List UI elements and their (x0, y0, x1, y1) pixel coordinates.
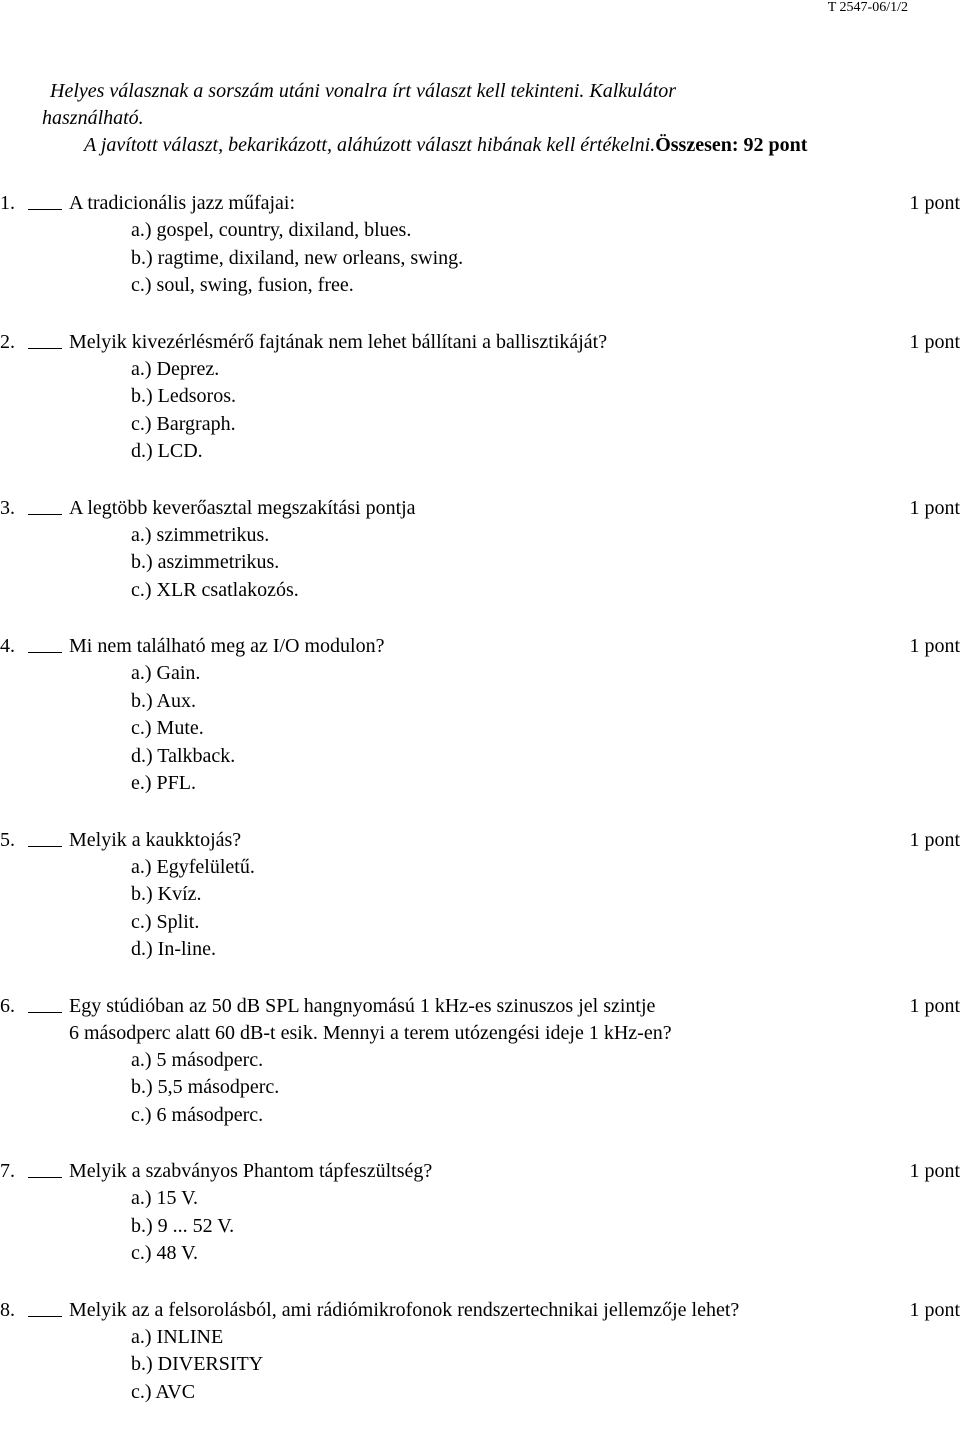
question-points: 1 pont (909, 496, 960, 519)
question-7 (0, 1157, 960, 1268)
answer-line[interactable] (28, 1177, 62, 1178)
option: c.) soul, swing, fusion, free. (131, 274, 354, 296)
option: a.) Gain. (131, 662, 201, 684)
question-text: A legtöbb keverőasztal megszakítási pontja (69, 496, 416, 519)
option: c.) AVC (131, 1380, 196, 1403)
option: d.) In-line. (131, 938, 216, 960)
option: b.) Kvíz. (131, 883, 202, 905)
question-text: A tradicionális jazz műfajai: (69, 192, 296, 214)
instructions (42, 78, 952, 159)
instructions-line-1: Helyes válasznak a sorszám utáni vonalra írt választ kell tekinteni. Kalkulátor (50, 80, 677, 102)
answer-line[interactable] (28, 652, 62, 653)
option: b.) ragtime, dixiland, new orleans, swing. (131, 246, 464, 269)
instructions-line-2: használható. (42, 107, 144, 129)
document-code: T 2547-06/1/2 (827, 0, 908, 15)
option: e.) PFL. (131, 772, 196, 794)
answer-line[interactable] (28, 348, 62, 349)
option: b.) DIVERSITY (131, 1353, 264, 1375)
option: b.) aszimmetrikus. (131, 551, 280, 573)
question-points: 1 pont (909, 330, 960, 353)
question-number: 8. (0, 1298, 15, 1321)
option: a.) 5 másodperc. (131, 1048, 264, 1071)
option: c.) 48 V. (131, 1242, 199, 1264)
question-points: 1 pont (909, 828, 960, 851)
question-text: Melyik a szabványos Phantom tápfeszültség? (69, 1160, 433, 1182)
answer-line[interactable] (28, 1012, 62, 1013)
question-text: Melyik kivezérlésmérő fajtának nem lehet bállítani a ballisztikáját? (69, 330, 608, 353)
question-5 (0, 826, 960, 964)
answer-line[interactable] (28, 1316, 62, 1317)
option: a.) 15 V. (131, 1187, 199, 1209)
question-number: 7. (0, 1160, 15, 1182)
option: a.) Deprez. (131, 357, 220, 380)
instructions-correction-note: A javított választ, bekarikázott, aláhúzott választ hibának kell értékelni. (84, 134, 656, 156)
instructions-line-3 (42, 132, 952, 159)
total-points: Összesen: 92 pont (655, 134, 808, 156)
question-points: 1 pont (909, 635, 960, 657)
option: c.) Split. (131, 910, 200, 933)
question-3 (0, 494, 960, 605)
option: c.) XLR csatlakozós. (131, 578, 299, 601)
answer-line[interactable] (28, 209, 62, 210)
question-number: 4. (0, 635, 15, 657)
question-text-continuation: 6 másodperc alatt 60 dB-t esik. Mennyi a terem utózengési ideje 1 kHz-en? (69, 1021, 672, 1044)
question-8 (0, 1296, 960, 1407)
option: d.) Talkback. (131, 744, 236, 767)
question-1 (0, 189, 960, 300)
question-points: 1 pont (909, 1298, 960, 1321)
option: c.) 6 másodperc. (131, 1103, 264, 1126)
question-text: Mi nem található meg az I/O modulon? (69, 635, 385, 657)
option: a.) gospel, country, dixiland, blues. (131, 219, 412, 241)
option: c.) Bargraph. (131, 412, 236, 435)
question-text: Egy stúdióban az 50 dB SPL hangnyomású 1 kHz-es szinuszos jel szintje (69, 994, 656, 1017)
question-text: Melyik az a felsorolásból, ami rádiómikrofonok rendszertechnikai jellemzője lehet? (69, 1298, 740, 1321)
question-points: 1 pont (909, 994, 960, 1017)
question-4 (0, 632, 960, 798)
question-6 (0, 992, 960, 1130)
option: a.) INLINE (131, 1325, 224, 1348)
option: d.) LCD. (131, 440, 203, 462)
option: a.) Egyfelületű. (131, 855, 255, 878)
question-number: 5. (0, 828, 15, 851)
option: a.) szimmetrikus. (131, 523, 270, 546)
answer-line[interactable] (28, 846, 62, 847)
question-points: 1 pont (909, 1160, 960, 1182)
question-number: 3. (0, 496, 15, 519)
option: b.) 9 ... 52 V. (131, 1214, 235, 1237)
answer-line[interactable] (28, 514, 62, 515)
option: b.) Ledsoros. (131, 385, 236, 407)
question-number: 6. (0, 994, 15, 1017)
option: b.) 5,5 másodperc. (131, 1076, 280, 1098)
question-list (0, 189, 960, 1434)
question-number: 1. (0, 192, 15, 214)
question-number: 2. (0, 330, 15, 353)
question-text: Melyik a kaukktojás? (69, 828, 242, 851)
option: c.) Mute. (131, 717, 204, 739)
option: b.) Aux. (131, 689, 196, 712)
question-2 (0, 328, 960, 466)
question-points: 1 pont (909, 192, 960, 214)
